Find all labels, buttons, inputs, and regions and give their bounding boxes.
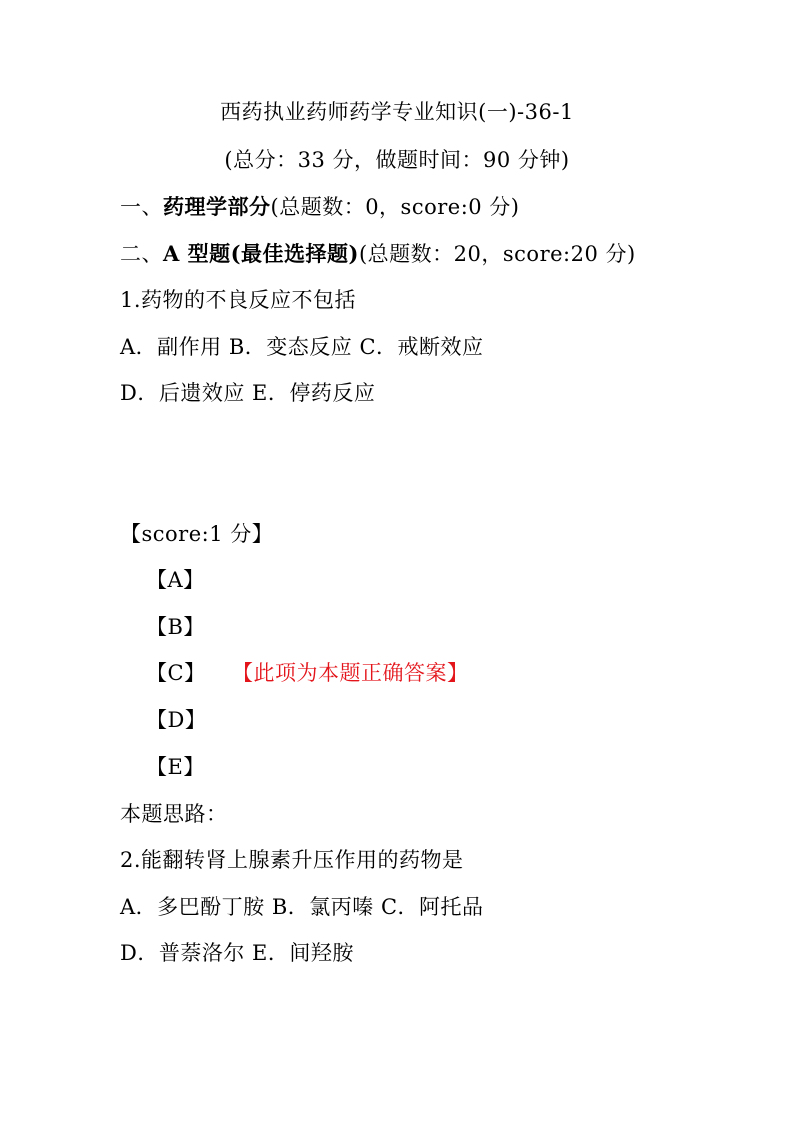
question-2-options-line-1: A．多巴酚丁胺 B．氯丙嗪 C．阿托品	[120, 895, 484, 919]
document-title: 西药执业药师药学专业知识(一)-36-1	[220, 100, 574, 124]
question-2-options-line-2: D．普萘洛尔 E．间羟胺	[120, 941, 354, 965]
answer-option-d: 【D】	[146, 708, 207, 732]
correct-answer-note: 【此项为本题正确答案】	[232, 661, 469, 685]
answer-option-a: 【A】	[146, 568, 205, 592]
section-meta: (总题数：0，score:0 分)	[270, 195, 520, 219]
document-subtitle: (总分：33 分，做题时间：90 分钟)	[224, 148, 570, 172]
section-heading-2	[120, 240, 636, 268]
section-heading-1	[120, 193, 520, 221]
question-2-stem: 2.能翻转肾上腺素升压作用的药物是	[120, 848, 464, 872]
question-1-stem: 1.药物的不良反应不包括	[120, 288, 357, 312]
answer-option-e: 【E】	[146, 755, 205, 779]
section-prefix: 一、	[120, 195, 163, 219]
section-prefix: 二、	[120, 242, 163, 266]
question-1-options-line-1: A．副作用 B．变态反应 C．戒断效应	[120, 335, 484, 359]
question-1-score: 【score:1 分】	[120, 522, 274, 546]
section-meta: (总题数：20，score:20 分)	[358, 242, 636, 266]
answer-option-c: 【C】	[146, 661, 206, 685]
section-name: 药理学部分	[163, 194, 271, 219]
question-1-options-line-2: D．后遗效应 E．停药反应	[120, 381, 376, 405]
answer-option-b: 【B】	[146, 615, 205, 639]
question-1-explanation-label: 本题思路：	[120, 802, 228, 826]
section-name: A 型题(最佳选择题)	[163, 241, 359, 266]
